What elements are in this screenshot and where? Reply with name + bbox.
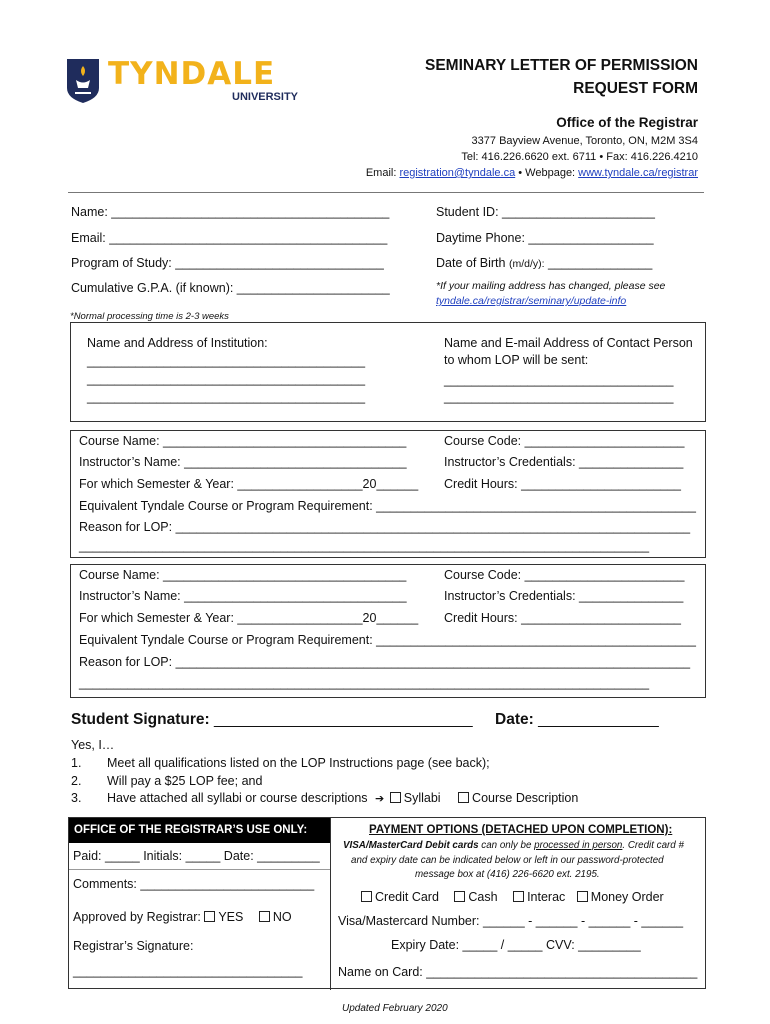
student-id-field[interactable]: Student ID: ______________________ bbox=[436, 205, 655, 219]
address-change-note: *If your mailing address has changed, please see bbox=[436, 280, 666, 292]
comments-field[interactable]: Comments: _________________________ bbox=[73, 877, 315, 891]
office-row-divider bbox=[69, 869, 330, 870]
equivalent-course-field[interactable]: Equivalent Tyndale Course or Program Requirement: ______________________________________________ bbox=[79, 633, 696, 647]
syllabi-label: Syllabi bbox=[403, 791, 441, 805]
reason-extra-line[interactable]: __________________________________________________________________________________ bbox=[79, 676, 650, 690]
payment-note-text1: can only be bbox=[478, 840, 535, 851]
form-title-line1: SEMINARY LETTER OF PERMISSION bbox=[425, 57, 698, 74]
dob-label: Date of Birth bbox=[436, 256, 509, 270]
office-use-title: OFFICE OF THE REGISTRAR’S USE ONLY: bbox=[74, 824, 308, 836]
name-on-card-field[interactable]: Name on Card: _______________________________________ bbox=[338, 965, 698, 979]
contact-line-2[interactable]: _________________________________ bbox=[444, 390, 674, 404]
declaration-item-3 bbox=[107, 791, 578, 805]
declaration-item-text: Have attached all syllabi or course descriptions bbox=[107, 791, 368, 805]
web-label: • Webpage: bbox=[515, 167, 579, 179]
logo-wordmark: TYNDALE bbox=[108, 56, 276, 92]
declaration-item-num: 1. bbox=[71, 756, 82, 770]
registrar-signature-line[interactable]: _________________________________ bbox=[73, 964, 303, 978]
daytime-phone-field[interactable]: Daytime Phone: __________________ bbox=[436, 231, 654, 245]
cash-checkbox[interactable] bbox=[454, 891, 465, 902]
dob-line: _______________ bbox=[544, 256, 653, 270]
header-divider bbox=[68, 192, 704, 193]
contact-line-1[interactable]: _________________________________ bbox=[444, 373, 674, 387]
approved-no-checkbox[interactable] bbox=[259, 911, 270, 922]
update-info-link[interactable]: tyndale.ca/registrar/seminary/update-info bbox=[436, 295, 627, 307]
payment-options bbox=[361, 890, 664, 904]
registrar-signature-label: Registrar’s Signature: bbox=[73, 939, 194, 953]
form-title-line2: REQUEST FORM bbox=[573, 80, 698, 97]
payment-note-line2: and expiry date can be indicated below or left in our password-protected bbox=[351, 855, 664, 866]
course-block-2 bbox=[70, 564, 706, 698]
interac-label: Interac bbox=[527, 890, 566, 904]
course-code-field[interactable]: Course Code: _______________________ bbox=[444, 434, 685, 448]
student-signature-label: Student Signature: bbox=[71, 711, 214, 728]
institution-line-1[interactable]: ________________________________________ bbox=[87, 354, 366, 368]
course-description-checkbox[interactable] bbox=[458, 792, 469, 803]
office-phone-fax: Tel: 416.226.6620 ext. 6711 • Fax: 416.226.4210 bbox=[461, 151, 698, 163]
payment-note-text2: . Credit card # bbox=[622, 840, 684, 851]
approved-no-label: NO bbox=[272, 910, 292, 924]
course-description-label: Course Description bbox=[472, 791, 579, 805]
email-field[interactable]: Email: ________________________________________ bbox=[71, 231, 388, 245]
semester-year-field[interactable]: For which Semester & Year: __________________20______ bbox=[79, 611, 419, 625]
equivalent-course-field[interactable]: Equivalent Tyndale Course or Program Requirement: ______________________________________________ bbox=[79, 499, 696, 513]
credit-card-checkbox[interactable] bbox=[361, 891, 372, 902]
tyndale-crest-icon bbox=[66, 58, 100, 104]
instructor-name-field[interactable]: Instructor’s Name: ________________________________ bbox=[79, 589, 407, 603]
approved-label: Approved by Registrar: bbox=[73, 910, 205, 924]
payment-note-line3: message box at (416) 226-6620 ext. 2195. bbox=[415, 869, 600, 880]
institution-box bbox=[70, 322, 706, 422]
logo-subtitle: UNIVERSITY bbox=[232, 91, 299, 103]
payment-title: PAYMENT OPTIONS (DETACHED UPON COMPLETION): bbox=[369, 824, 673, 836]
program-field[interactable]: Program of Study: ______________________________ bbox=[71, 256, 384, 270]
expiry-cvv-field[interactable]: Expiry Date: _____ / _____ CVV: _________ bbox=[391, 938, 641, 952]
student-signature-line[interactable]: ______________________________ bbox=[213, 711, 473, 728]
course-code-field[interactable]: Course Code: _______________________ bbox=[444, 568, 685, 582]
interac-checkbox[interactable] bbox=[513, 891, 524, 902]
syllabi-checkbox[interactable] bbox=[390, 792, 401, 803]
reason-extra-line[interactable]: __________________________________________________________________________________ bbox=[79, 539, 650, 553]
student-signature-row[interactable] bbox=[71, 711, 473, 729]
processing-note: *Normal processing time is 2-3 weeks bbox=[70, 311, 229, 322]
card-number-field[interactable]: Visa/Mastercard Number: ______ - ______ - ______ - ______ bbox=[338, 914, 684, 928]
arrow-right-icon: ➔ bbox=[375, 793, 385, 805]
cash-label: Cash bbox=[468, 890, 498, 904]
dob-field[interactable] bbox=[436, 256, 652, 270]
logo bbox=[66, 58, 306, 104]
course-name-field[interactable]: Course Name: ___________________________________ bbox=[79, 568, 407, 582]
declaration-item-num: 3. bbox=[71, 791, 82, 805]
payment-note-bold: VISA/MasterCard Debit cards bbox=[343, 840, 479, 851]
credit-card-label: Credit Card bbox=[375, 890, 439, 904]
paid-field[interactable]: Paid: _____ Initials: _____ Date: _________ bbox=[73, 849, 320, 863]
office-name: Office of the Registrar bbox=[556, 115, 698, 130]
course-block-1 bbox=[70, 430, 706, 558]
contact-label-1: Name and E-mail Address of Contact Person bbox=[444, 336, 693, 350]
email-link[interactable]: registration@tyndale.ca bbox=[399, 167, 516, 179]
email-label: Email: bbox=[365, 167, 400, 179]
dob-format: (m/d/y): bbox=[508, 258, 545, 270]
semester-year-field[interactable]: For which Semester & Year: __________________20______ bbox=[79, 477, 419, 491]
office-use-header bbox=[69, 818, 330, 843]
contact-label-2: to whom LOP will be sent: bbox=[444, 353, 589, 367]
course-name-field[interactable]: Course Name: ___________________________________ bbox=[79, 434, 407, 448]
declaration-intro: Yes, I… bbox=[71, 738, 115, 752]
institution-line-3[interactable]: ________________________________________ bbox=[87, 390, 366, 404]
instructor-credentials-field[interactable]: Instructor’s Credentials: _______________ bbox=[444, 455, 684, 469]
declaration-item-text: Meet all qualifications listed on the LOP Instructions page (see back); bbox=[107, 756, 490, 770]
instructor-credentials-field[interactable]: Instructor’s Credentials: _______________ bbox=[444, 589, 684, 603]
payment-note-line1 bbox=[343, 840, 684, 851]
reason-field[interactable]: Reason for LOP: __________________________________________________________________________ bbox=[79, 655, 691, 669]
payment-note-underline: processed in person bbox=[534, 840, 623, 851]
signature-date-line[interactable]: ______________ bbox=[538, 711, 659, 728]
instructor-name-field[interactable]: Instructor’s Name: ________________________________ bbox=[79, 455, 407, 469]
name-field[interactable]: Name: ________________________________________ bbox=[71, 205, 390, 219]
office-address: 3377 Bayview Avenue, Toronto, ON, M2M 3S4 bbox=[471, 135, 698, 147]
credit-hours-field[interactable]: Credit Hours: _______________________ bbox=[444, 477, 681, 491]
declaration-item-text: Will pay a $25 LOP fee; and bbox=[107, 774, 263, 788]
approved-yes-checkbox[interactable] bbox=[204, 911, 215, 922]
bottom-section bbox=[68, 817, 706, 989]
gpa-field[interactable]: Cumulative G.P.A. (if known): ______________________ bbox=[71, 281, 390, 295]
office-contact bbox=[366, 167, 698, 179]
approved-row bbox=[73, 910, 292, 924]
signature-date-row[interactable] bbox=[495, 711, 659, 729]
declaration-item-num: 2. bbox=[71, 774, 82, 788]
institution-label: Name and Address of Institution: bbox=[87, 336, 268, 350]
reason-field[interactable]: Reason for LOP: __________________________________________________________________________ bbox=[79, 520, 691, 534]
credit-hours-field[interactable]: Credit Hours: _______________________ bbox=[444, 611, 681, 625]
money-order-checkbox[interactable] bbox=[577, 891, 588, 902]
updated-date: Updated February 2020 bbox=[342, 1003, 448, 1014]
approved-yes-label: YES bbox=[218, 910, 244, 924]
webpage-link[interactable]: www.tyndale.ca/registrar bbox=[578, 167, 698, 179]
office-divider bbox=[330, 818, 331, 990]
money-order-label: Money Order bbox=[590, 890, 664, 904]
institution-line-2[interactable]: ________________________________________ bbox=[87, 372, 366, 386]
signature-date-label: Date: bbox=[495, 711, 539, 728]
